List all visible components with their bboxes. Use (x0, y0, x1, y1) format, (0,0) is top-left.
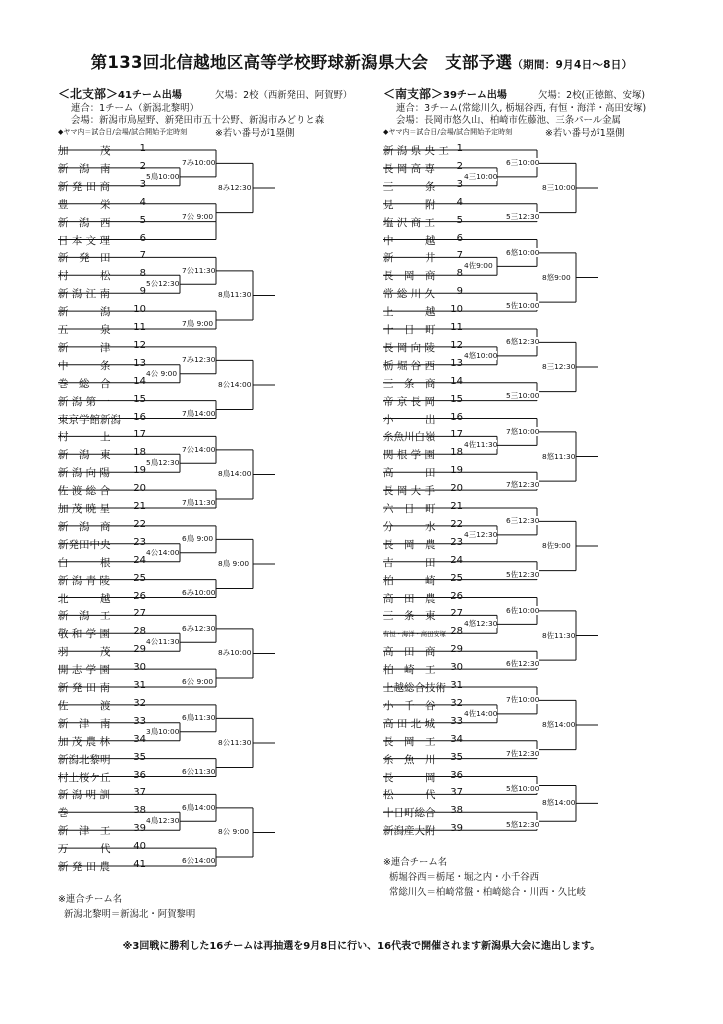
match-label: 6み12:30 (182, 623, 216, 633)
team-number: 34 (133, 733, 146, 745)
match-label: 7鳥 9:00 (182, 319, 214, 328)
team-number: 27 (450, 608, 463, 620)
team-name: 新 発 田 農 (58, 861, 111, 873)
match-label: 4悠12:30 (464, 619, 498, 629)
match-label: 7悠12:30 (506, 480, 540, 490)
team-number: 1 (456, 143, 463, 154)
team-number: 33 (133, 715, 146, 727)
team-name: 柏 崎 (383, 574, 436, 587)
team-number: 16 (450, 411, 463, 423)
match-label: 8佐11:30 (542, 630, 576, 640)
match-label: 4悠10:00 (464, 350, 498, 360)
team-number: 19 (450, 465, 463, 477)
team-name: 常 総 川 久 (383, 288, 436, 301)
match-label: 5悠10:00 (506, 784, 540, 794)
match-label: 6公 9:00 (182, 677, 214, 686)
match-label: 8公 9:00 (218, 827, 250, 837)
team-number: 22 (133, 518, 146, 530)
team-name: 新 潟 江 南 (58, 288, 111, 301)
team-name: 新 井 (383, 252, 436, 265)
match-label: 5公12:30 (146, 279, 180, 289)
match-label: 4佐14:00 (464, 708, 498, 718)
team-number: 15 (133, 393, 146, 405)
team-number: 30 (450, 662, 463, 674)
match-label: 6佐10:00 (506, 605, 540, 615)
team-number: 24 (133, 554, 146, 566)
team-number: 10 (133, 304, 146, 316)
team-name: 東京学館新潟 (58, 413, 121, 426)
team-number: 8 (139, 268, 146, 280)
team-number: 8 (456, 268, 463, 280)
team-name: 見 附 (383, 198, 436, 211)
match-label: 8鳥 9:00 (218, 558, 250, 568)
match-label: 7公14:00 (182, 444, 216, 454)
team-name: 長 岡 (383, 771, 436, 784)
match-label: 6悠10:00 (506, 247, 540, 257)
title-period: （期間：9月4日～8日） (512, 59, 633, 71)
team-number: 24 (450, 554, 463, 566)
team-name: 羽 茂 (58, 646, 111, 659)
team-name: 新 潟 第 一 (58, 395, 111, 408)
team-number: 2 (139, 160, 146, 172)
team-number: 17 (133, 429, 146, 441)
match-label: 5三10:00 (506, 390, 540, 400)
match-label: 7公 9:00 (182, 211, 214, 221)
match-label: 7鳥11:30 (182, 498, 216, 507)
north-team-count: 41チーム出場 (118, 90, 182, 101)
team-number: 20 (133, 483, 146, 495)
team-name: 新 潟 工 (58, 610, 111, 623)
team-number: 37 (133, 787, 146, 799)
team-number: 3 (456, 178, 463, 190)
team-name: 新 津 工 (58, 825, 111, 838)
team-name: 新 津 (58, 341, 111, 354)
match-label: 5鳥12:30 (146, 458, 180, 468)
team-name: 高 田 商 (383, 646, 436, 659)
team-number: 18 (133, 447, 146, 459)
match-label: 4公11:30 (146, 637, 180, 647)
team-name: 長 岡 工 (383, 735, 436, 748)
team-number: 15 (450, 393, 463, 405)
team-name: 村 松 (58, 270, 111, 283)
team-number: 11 (133, 322, 146, 333)
match-label: 6鳥14:00 (182, 802, 216, 812)
match-label: 8公11:30 (218, 737, 252, 747)
match-label: 8み12:30 (218, 183, 252, 193)
match-label: 4佐11:30 (464, 440, 498, 450)
team-name: 佐 渡 総 合 (58, 485, 111, 498)
team-number: 18 (450, 447, 463, 459)
match-label: 8三12:30 (542, 362, 576, 372)
team-name: 開 志 学 園 (58, 664, 111, 677)
team-name: 巻 (58, 807, 69, 820)
team-name: 糸 魚 川 (383, 753, 436, 766)
south-legend-right: ※若い番号が1塁側 (545, 128, 625, 139)
team-name: 白 根 (58, 556, 111, 569)
match-label: 4鳥12:30 (146, 816, 180, 826)
south-legend-left: ◆ヤマ内＝試合日/会場/試合開始予定時刻 (383, 128, 513, 136)
team-name: 栃 堀 谷 西 (383, 359, 436, 372)
team-name: 新 潟 南 (58, 162, 111, 175)
team-name: 十日町総合 (383, 807, 436, 820)
team-name: 新 潟 西 (58, 216, 111, 229)
match-label: 8悠14:00 (542, 720, 576, 730)
footer-note: ※3回戦に勝利した16チームは再抽選を9月8日に行い、16代表で開催されます新潟県大会に進出します。 (122, 941, 601, 952)
north-venues: 会場：新潟市鳥屋野、新発田市五十公野、新潟市みどりと森 (71, 115, 325, 126)
south-note-line-2: 常総川久＝柏崎常盤・柏崎総合・川西・久比岐 (389, 887, 586, 898)
team-name: 三 条 (383, 180, 436, 193)
team-number: 5 (139, 214, 146, 226)
match-label: 7悠10:00 (506, 426, 540, 436)
team-number: 13 (450, 357, 463, 369)
match-label: 5悠12:30 (506, 820, 540, 830)
team-name: 中 条 (58, 359, 111, 372)
match-label: 6鳥11:30 (182, 713, 216, 723)
team-name: 六 日 町 (383, 503, 436, 515)
south-combined: 連合：3チーム(常総川久, 栃堀谷西, 有恒・海洋・高田安塚) (396, 103, 647, 114)
team-name: 長 岡 大 手 (383, 485, 436, 498)
match-label: 8鳥14:00 (218, 469, 252, 479)
team-name: 吉 田 (383, 556, 436, 569)
team-number: 5 (456, 214, 463, 226)
team-number: 25 (450, 572, 463, 584)
team-number: 7 (456, 250, 463, 262)
team-name: 新 潟 青 陵 (58, 574, 111, 587)
match-label: 6公14:00 (182, 856, 216, 865)
match-label: 7み10:00 (182, 158, 216, 168)
team-number: 21 (450, 501, 463, 512)
team-number: 32 (450, 697, 463, 709)
match-label: 8悠11:30 (542, 451, 576, 461)
team-number: 39 (133, 823, 146, 835)
team-name: 小 千 谷 (383, 699, 436, 712)
team-name: 日 本 文 理 (58, 234, 111, 247)
north-note-line: 新潟北黎明＝新潟北・阿賀黎明 (64, 909, 196, 920)
match-label: 7鳥14:00 (182, 408, 216, 418)
match-label: 5三12:30 (506, 211, 540, 221)
team-number: 23 (133, 536, 146, 548)
north-absent: 欠場：2校（西新発田、阿賀野） (215, 90, 353, 101)
team-name: 長 岡 向 陵 (383, 341, 436, 354)
south-note-title: ※連合チーム名 (383, 857, 448, 868)
team-name: 長 岡 農 (383, 538, 436, 551)
team-number: 35 (133, 751, 146, 763)
team-number: 12 (450, 339, 463, 351)
team-name: 新 発 田 商 (58, 180, 111, 193)
team-number: 31 (450, 680, 463, 691)
team-number: 12 (133, 339, 146, 351)
team-name: 加 茂 農 林 (58, 735, 111, 748)
team-name: 新潟産大附 (383, 825, 436, 838)
team-number: 4 (456, 196, 463, 208)
team-name: 加 茂 暁 星 (58, 503, 111, 515)
team-name: 十 日 町 (383, 324, 436, 336)
team-number: 41 (133, 859, 146, 870)
team-number: 17 (450, 429, 463, 441)
match-label: 6三12:30 (506, 516, 540, 526)
team-name: 上越総合技術 (383, 682, 446, 694)
team-number: 29 (133, 644, 146, 656)
team-name: 新発田中央 (58, 538, 111, 551)
match-label: 4公14:00 (146, 547, 180, 557)
team-name: 豊 栄 (58, 198, 111, 211)
team-name: 巻 総 合 (58, 377, 111, 390)
team-number: 2 (456, 160, 463, 172)
team-number: 25 (133, 572, 146, 584)
team-number: 36 (450, 769, 463, 781)
match-label: 6佐12:30 (506, 659, 540, 669)
match-label: 7佐10:00 (506, 695, 540, 705)
match-label: 8三10:00 (542, 183, 576, 193)
team-name: 関 根 学 園 (383, 449, 436, 462)
team-name: 新 潟 (58, 306, 111, 319)
team-name: 分 水 (383, 520, 436, 533)
team-number: 13 (133, 357, 146, 369)
team-name: 中 越 (383, 234, 436, 247)
team-name: 塩 沢 商 工 (383, 216, 436, 229)
team-number: 7 (139, 250, 146, 262)
south-header-label: ＜南支部＞ (383, 87, 444, 101)
team-name: 高 田 農 (383, 592, 436, 605)
match-label: 8悠14:00 (542, 798, 576, 808)
team-name: 新 潟 商 (58, 520, 111, 533)
match-label: 3鳥10:00 (146, 726, 180, 736)
team-number: 36 (133, 769, 146, 781)
team-name: 新潟北黎明 (58, 753, 111, 766)
match-label: 5佐12:30 (506, 569, 540, 579)
match-label: 4公 9:00 (146, 368, 178, 378)
team-number: 28 (450, 626, 463, 638)
team-name: 加 茂 (58, 145, 111, 157)
team-name: 長 岡 商 (383, 270, 436, 283)
team-number: 27 (133, 608, 146, 620)
team-number: 19 (133, 465, 146, 477)
team-number: 35 (450, 751, 463, 763)
team-number: 32 (133, 697, 146, 709)
match-label: 6み10:00 (182, 587, 216, 597)
match-label: 6鳥 9:00 (182, 534, 214, 544)
team-name: 帝 京 長 岡 (383, 395, 436, 408)
team-number: 29 (450, 644, 463, 656)
match-label: 6悠12:30 (506, 337, 540, 347)
team-number: 21 (133, 501, 146, 512)
team-number: 40 (133, 841, 146, 853)
team-name: 新 潟 東 (58, 449, 111, 462)
match-label: 8鳥11:30 (218, 290, 252, 300)
team-number: 9 (139, 286, 146, 298)
match-label: 7佐12:30 (506, 748, 540, 758)
team-number: 1 (139, 143, 146, 154)
team-number: 11 (450, 322, 463, 333)
team-number: 30 (133, 662, 146, 674)
team-name: 敬 和 学 園 (58, 628, 111, 641)
south-note-line-1: 栃堀谷西＝栃尾・堀之内・小千谷西 (389, 872, 540, 883)
north-legend-left: ◆ヤマ内＝試合日/会場/試合開始予定時刻 (58, 128, 188, 136)
team-number: 26 (450, 590, 463, 602)
team-number: 14 (450, 375, 463, 387)
team-name: 北 越 (58, 592, 111, 605)
team-number: 20 (450, 483, 463, 495)
south-absent: 欠場：2校(正徳館、安塚) (538, 90, 646, 101)
team-name: 新 潟 明 訓 (58, 789, 111, 802)
team-number: 28 (133, 626, 146, 638)
team-number: 31 (133, 680, 146, 691)
match-label: 4三10:00 (464, 171, 498, 181)
team-number: 6 (139, 232, 146, 244)
team-number: 33 (450, 715, 463, 727)
team-number: 34 (450, 733, 463, 745)
team-name: 三 条 東 (383, 610, 436, 623)
team-number: 37 (450, 787, 463, 799)
team-name: 村 上 (58, 431, 111, 444)
north-legend-right: ※若い番号が1塁側 (215, 128, 295, 139)
team-name: 新 発 田 南 (58, 682, 111, 694)
match-label: 4三12:30 (464, 529, 498, 539)
south-team-count: 39チーム出場 (443, 90, 507, 101)
title-main: 第133回北信越地区高等学校野球新潟県大会 支部予選 (90, 53, 513, 72)
team-number: 23 (450, 536, 463, 548)
match-label: 6三10:00 (506, 158, 540, 168)
team-name: 長 岡 高 専 (383, 162, 436, 175)
team-name: 村上桜ケ丘 (58, 771, 111, 784)
team-name: 柏 崎 工 (383, 664, 436, 677)
team-number: 22 (450, 518, 463, 530)
team-name: 五 泉 (58, 324, 111, 336)
team-name: 新 津 南 (58, 717, 111, 730)
team-name: 松 代 (383, 789, 436, 802)
team-name: 新 発 田 (58, 252, 111, 265)
team-number: 16 (133, 411, 146, 423)
team-number: 38 (133, 805, 146, 817)
team-number: 3 (139, 178, 146, 190)
match-label: 5鳥10:00 (146, 171, 180, 181)
team-name: 佐 渡 (58, 699, 111, 712)
team-number: 39 (450, 823, 463, 835)
team-name: 高 田 (383, 467, 436, 480)
match-label: 5佐10:00 (506, 301, 540, 311)
team-name: 新 潟 向 陽 (58, 467, 111, 480)
team-name: 高 田 北 城 (383, 717, 436, 730)
north-combined: 連合：1チーム（新潟北黎明） (71, 103, 199, 114)
team-name: 上 越 (383, 306, 436, 319)
team-name: 有恒・海洋・高田安塚 (383, 631, 446, 639)
team-name: 小 出 (383, 413, 436, 426)
match-label: 8佐9:00 (542, 541, 571, 551)
team-number: 14 (133, 375, 146, 387)
north-header-label: ＜北支部＞ (58, 87, 119, 101)
match-label: 8公14:00 (218, 379, 252, 389)
team-name: 新 潟 県 央 工 (383, 145, 449, 157)
team-number: 6 (456, 232, 463, 244)
north-note-title: ※連合チーム名 (58, 894, 123, 905)
match-label: 4佐9:00 (464, 261, 493, 271)
match-label: 6公11:30 (182, 766, 216, 776)
match-label: 7公11:30 (182, 265, 216, 275)
team-number: 38 (450, 805, 463, 817)
team-name: 三 条 商 (383, 377, 436, 390)
team-number: 4 (139, 196, 146, 208)
team-number: 26 (133, 590, 146, 602)
team-number: 10 (450, 304, 463, 316)
team-name: 万 代 (58, 843, 111, 856)
team-number: 9 (456, 286, 463, 298)
match-label: 8悠9:00 (542, 272, 571, 282)
team-name: 糸魚川白嶺 (383, 431, 436, 444)
south-venues: 会場：長岡市悠久山、柏崎市佐藤池、三条パール金属 (396, 115, 621, 126)
match-label: 7み12:30 (182, 355, 216, 365)
match-label: 8み10:00 (218, 648, 252, 658)
